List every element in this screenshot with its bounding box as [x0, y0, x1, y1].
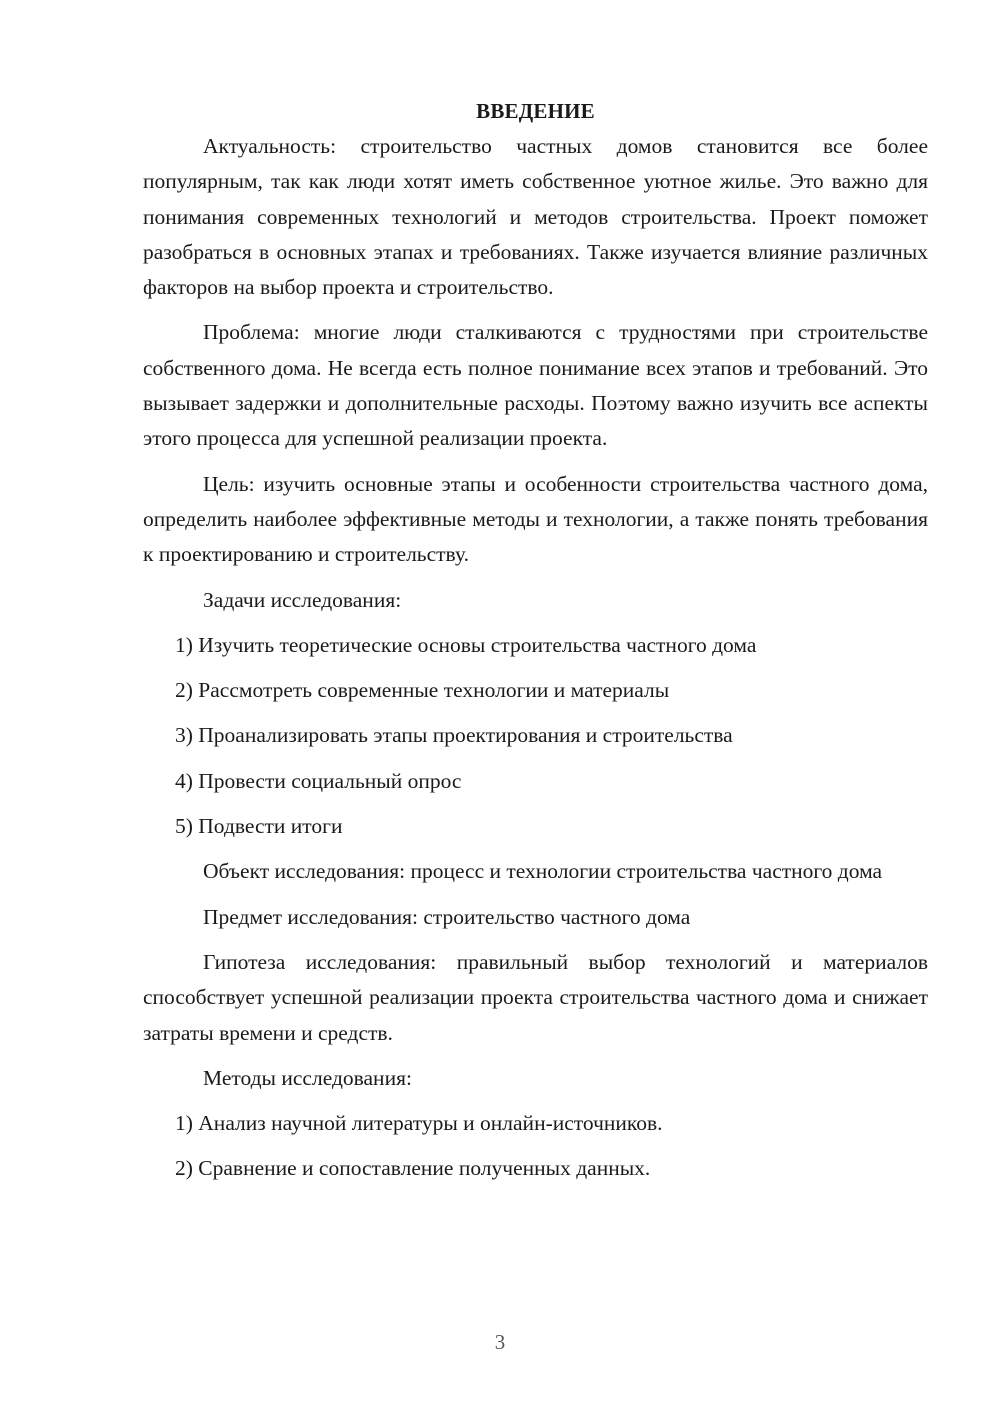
task-item-3: 3) Проанализировать этапы проектирования и строительства [175, 723, 733, 748]
task-item-5: 5) Подвести итоги [175, 814, 343, 839]
method-item-1: 1) Анализ научной литературы и онлайн-источников. [175, 1111, 663, 1136]
task-item-4: 4) Провести социальный опрос [175, 768, 462, 793]
section-title: ВВЕДЕНИЕ [476, 99, 595, 123]
paragraph-problem: Проблема: многие люди сталкиваются с трудностями при строительстве собственного дома. Не всегда есть полное понимание всех этапов и требований. Это вызывает задержки и дополнительные расходы. Поэтому важно изучить все аспекты этого процесса для успешной реализации проекта. [143, 320, 928, 451]
paragraph-goal: Цель: изучить основные этапы и особенности строительства частного дома, определить наиболее эффективные методы и технологии, а также понять требования к проектированию и строительству. [143, 471, 928, 567]
paragraph-relevance: Актуальность: строительство частных домов становится все более популярным, так как люди хотят иметь собственное уютное жилье. Это важно для понимания современных технологий и методов строительства. Проект поможет разобраться в основных этапах и требованиях. Также изучается влияние различных факторов на выбор проекта и строительство. [143, 134, 928, 300]
page-number: 3 [494, 1330, 506, 1354]
document-page [143, 94, 928, 1197]
paragraph-subject: Предмет исследования: строительство частного дома [203, 904, 691, 929]
task-item-2: 2) Рассмотреть современные технологии и материалы [175, 678, 670, 703]
task-item-1: 1) Изучить теоретические основы строительства частного дома [175, 632, 757, 657]
tasks-heading: Задачи исследования: [203, 587, 402, 612]
paragraph-object: Объект исследования: процесс и технологии строительства частного дома [203, 859, 883, 884]
paragraph-hypothesis: Гипотеза исследования: правильный выбор технологий и материалов способствует успешной реализации проекта строительства частного дома и снижает затраты времени и средств. [143, 949, 928, 1045]
method-item-2: 2) Сравнение и сопоставление полученных данных. [175, 1156, 651, 1181]
methods-heading: Методы исследования: [203, 1065, 412, 1090]
